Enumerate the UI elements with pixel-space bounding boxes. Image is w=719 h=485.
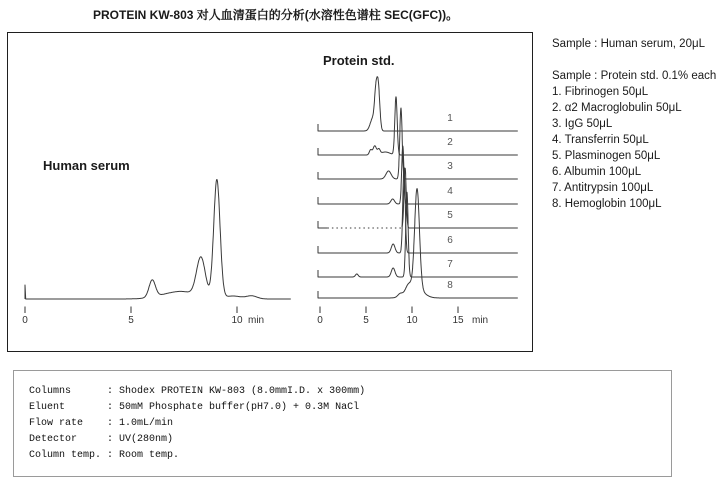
x-tick-label: 10 [406,315,418,326]
trace-number-6: 6 [447,235,453,246]
std-item-3: 3. IgG 50μL [552,118,613,130]
x-axis-unit-label: min [472,315,489,326]
std-item-6: 6. Albumin 100μL [552,166,642,178]
protein-std-trace-3 [318,108,518,179]
protein-std-trace-2 [318,97,518,155]
x-tick-label: 0 [317,315,323,326]
sample-serum-line: Sample : Human serum, 20μL [552,38,705,50]
chromatogram-figure-panel [7,32,533,352]
sample-std-header: Sample : Protein std. 0.1% each [552,70,717,82]
spec-row-detector [29,432,671,448]
spec-label: Column temp. [29,450,102,461]
spec-value: Room temp. [119,450,180,461]
chromatogram-canvas [8,33,532,351]
spec-separator: : [107,434,114,445]
spec-label: Columns [29,386,72,397]
protein-std-trace-6 [318,167,518,253]
spec-row-columns [29,384,671,400]
std-item-1: 1. Fibrinogen 50μL [552,86,649,98]
spec-separator: : [107,386,114,397]
protein-std-chart-title: Protein std. [323,53,395,68]
spec-value: 1.0mL/min [119,418,174,429]
page-title: PROTEIN KW-803 对人血清蛋白的分析(水溶性色谱柱 SEC(GFC))。 [93,8,459,22]
spec-label: Detector [29,434,78,445]
spec-row-flow-rate [29,416,671,432]
x-tick-label: 10 [231,315,243,326]
spec-separator: : [107,402,114,413]
trace-number-5: 5 [447,210,453,221]
human-serum-trace [25,180,291,299]
x-axis-unit-label: min [248,315,265,326]
sample-info-panel [552,36,717,212]
spec-value: Shodex PROTEIN KW-803 (8.0mmI.D. x 300mm) [119,386,366,397]
std-item-4: 4. Transferrin 50μL [552,134,649,146]
protein-std-trace-1 [318,77,518,131]
spec-separator: : [107,450,114,461]
std-item-5: 5. Plasminogen 50μL [552,150,661,162]
protein-std-trace-5-dotted [327,228,401,229]
human-serum-chart-title: Human serum [43,158,130,173]
spec-row-column-temp [29,448,671,464]
trace-number-8: 8 [447,280,453,291]
trace-number-2: 2 [447,137,453,148]
trace-number-4: 4 [447,186,453,197]
std-item-7: 7. Antitrypsin 100μL [552,182,654,194]
trace-number-1: 1 [447,113,453,124]
std-item-2: 2. α2 Macroglobulin 50μL [552,102,682,114]
column-conditions-box [13,370,672,477]
x-tick-label: 0 [22,315,28,326]
spec-value: UV(280nm) [119,434,174,445]
trace-number-3: 3 [447,161,453,172]
protein-std-trace-8 [318,189,518,298]
spec-label: Eluent [29,402,66,413]
protein-std-trace-5 [318,221,327,228]
spec-separator: : [107,418,114,429]
spec-label: Flow rate [29,418,84,429]
spec-row-eluent [29,400,671,416]
std-item-8: 8. Hemoglobin 100μL [552,198,662,210]
protein-std-trace-7 [318,192,518,277]
trace-number-7: 7 [447,259,453,270]
x-tick-label: 5 [128,315,134,326]
spec-value: 50mM Phosphate buffer(pH7.0) + 0.3M NaCl [119,402,360,413]
x-tick-label: 5 [363,315,369,326]
x-tick-label: 15 [452,315,464,326]
